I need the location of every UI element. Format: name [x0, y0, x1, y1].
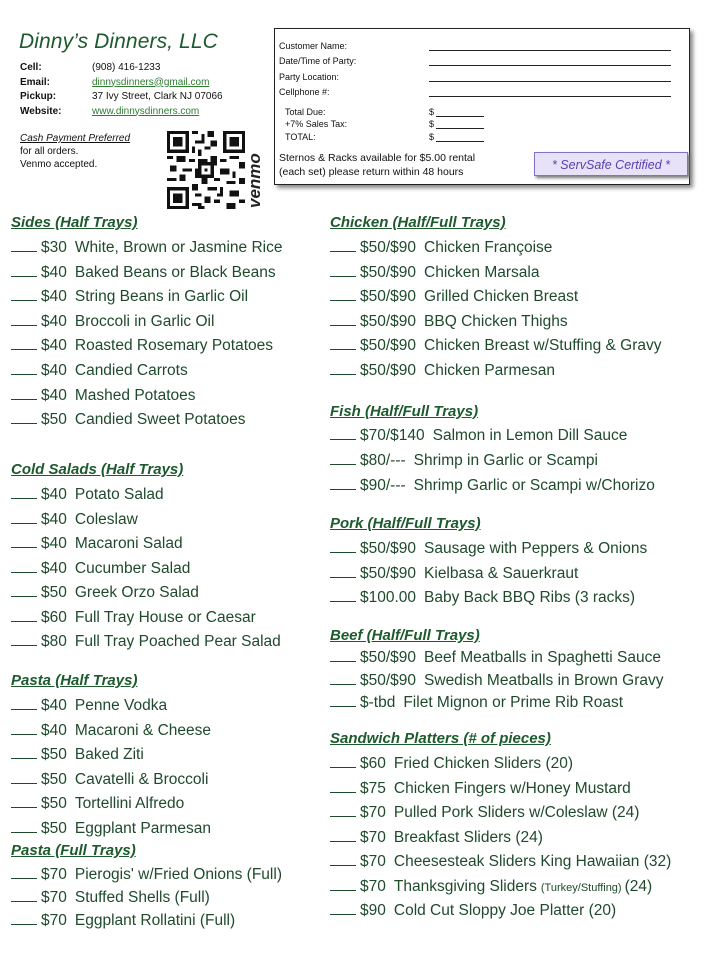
customer-name-field[interactable] — [429, 50, 671, 51]
order-form-box — [274, 28, 690, 185]
item-name: Filet Mignon or Prime Rib Roast — [403, 694, 624, 711]
item-price: $40 — [41, 386, 67, 404]
date-time-label: Date/Time of Party: — [279, 56, 357, 66]
menu-item — [330, 804, 639, 822]
item-name: Beef Meatballs in Spaghetti Sauce — [424, 649, 661, 666]
item-price: $40 — [41, 721, 67, 739]
menu-item — [330, 264, 539, 282]
payment-line-3: Venmo accepted. — [20, 159, 98, 170]
menu-item — [11, 746, 144, 764]
item-price: $50 — [41, 795, 67, 813]
menu-item — [11, 486, 164, 504]
item-price: $50 — [41, 820, 67, 837]
menu-item — [11, 264, 276, 282]
total-label: TOTAL: — [285, 132, 316, 142]
item-price: $50/$90 — [360, 288, 417, 306]
item-name: Breakfast Sliders (24) — [393, 828, 543, 846]
payment-line-2: for all orders. — [20, 146, 79, 157]
item-price: $70 — [360, 853, 386, 870]
item-name: Thanksgiving Sliders — [393, 877, 537, 895]
quantity-blank[interactable] — [330, 829, 356, 842]
item-name: Pulled Pork Sliders w/Coleslaw (24) — [393, 804, 640, 821]
item-name: Kielbasa & Sauerkraut — [424, 564, 579, 582]
menu-item — [330, 477, 655, 495]
quantity-blank[interactable] — [11, 239, 37, 252]
quantity-blank[interactable] — [330, 288, 356, 301]
cell-number: (908) 416-1233 — [92, 62, 161, 73]
menu-item — [330, 780, 631, 798]
payment-info — [20, 132, 130, 171]
quantity-blank[interactable] — [11, 609, 37, 622]
quantity-blank[interactable] — [11, 411, 37, 424]
quantity-blank[interactable] — [330, 902, 356, 915]
menu-item — [330, 694, 623, 712]
menu-item — [11, 535, 183, 553]
menu-item — [11, 584, 199, 602]
item-price: $70 — [360, 828, 386, 846]
total-field[interactable] — [436, 141, 484, 142]
item-name: Stuffed Shells (Full) — [74, 889, 210, 906]
item-name: Full Tray House or Caesar — [74, 608, 256, 626]
item-price: $50/$90 — [360, 649, 417, 666]
party-location-field[interactable] — [429, 81, 671, 82]
item-name: String Beans in Garlic Oil — [74, 288, 249, 306]
item-name: Sausage with Peppers & Onions — [424, 540, 648, 557]
item-price: $40 — [41, 486, 67, 503]
menu-item — [11, 889, 210, 907]
quantity-blank[interactable] — [11, 337, 37, 350]
item-price: $40 — [41, 288, 67, 306]
item-name: Broccoli in Garlic Oil — [74, 312, 215, 330]
item-price: $50/$90 — [360, 671, 417, 689]
quantity-blank[interactable] — [330, 264, 356, 277]
item-price: $40 — [41, 337, 67, 355]
quantity-blank[interactable] — [11, 889, 37, 902]
quantity-blank[interactable] — [11, 264, 37, 277]
item-price: $40 — [41, 312, 67, 330]
item-name: Shrimp Garlic or Scampi w/Chorizo — [413, 477, 655, 494]
total-due-field[interactable] — [436, 116, 484, 117]
pickup-label: Pickup: — [20, 91, 57, 102]
item-price: $50 — [41, 746, 67, 764]
item-price: $90 — [360, 902, 386, 919]
quantity-blank[interactable] — [11, 560, 37, 573]
quantity-blank[interactable] — [11, 746, 37, 759]
item-price: $50/$90 — [360, 312, 417, 330]
party-location-label: Party Location: — [279, 72, 340, 82]
item-price: $50 — [41, 411, 67, 429]
quantity-blank[interactable] — [11, 697, 37, 710]
menu-item — [11, 609, 256, 627]
item-price: $40 — [41, 263, 67, 281]
quantity-blank[interactable] — [330, 565, 356, 578]
menu-item — [11, 362, 188, 380]
item-price: $50 — [41, 584, 67, 601]
sales-tax-label: +7% Sales Tax: — [285, 119, 348, 129]
menu-item — [11, 722, 211, 740]
sterno-note-line-2: (each set) please return within 48 hours — [279, 166, 464, 178]
menu-item — [330, 589, 635, 607]
item-name: Tortellini Alfredo — [74, 795, 185, 813]
customer-name-label: Customer Name: — [279, 41, 348, 51]
menu-item — [11, 820, 211, 838]
menu-item — [11, 771, 208, 789]
total-due-label: Total Due: — [285, 107, 326, 117]
item-price: $60 — [360, 755, 386, 772]
item-price: $50/$90 — [360, 540, 417, 557]
payment-preference: Cash Payment Preferred — [20, 133, 131, 144]
quantity-blank[interactable] — [11, 820, 37, 833]
item-price: $70 — [41, 866, 67, 883]
menu-item — [11, 387, 196, 405]
cellphone-label: Cellphone #: — [279, 87, 330, 97]
item-name: Baked Ziti — [74, 746, 144, 764]
section-title-pasta-half: Pasta (Half Trays) — [11, 672, 138, 689]
item-name: Cavatelli & Broccoli — [74, 770, 209, 788]
website-label: Website: — [20, 105, 62, 117]
item-price: $50 — [41, 770, 67, 788]
contact-info — [20, 61, 223, 119]
quantity-blank[interactable] — [11, 584, 37, 597]
quantity-blank[interactable] — [11, 486, 37, 499]
item-name: BBQ Chicken Thighs — [424, 312, 568, 330]
section-title-pasta-full: Pasta (Full Trays) — [11, 842, 136, 859]
quantity-blank[interactable] — [330, 313, 356, 326]
quantity-blank[interactable] — [11, 722, 37, 735]
sterno-note-line-1: Sternos & Racks available for $5.00 rental — [279, 152, 476, 164]
item-price: $50/$90 — [360, 362, 417, 379]
quantity-blank[interactable] — [330, 337, 356, 350]
sterno-note — [279, 151, 475, 179]
quantity-blank[interactable] — [11, 795, 37, 808]
menu-item — [330, 672, 664, 690]
menu-item — [330, 853, 671, 871]
section-title-beef: Beef (Half/Full Trays) — [330, 627, 480, 644]
menu-item — [11, 560, 190, 578]
item-price: $40 — [41, 535, 67, 552]
quantity-blank[interactable] — [330, 452, 356, 465]
menu-item — [330, 427, 627, 445]
quantity-blank[interactable] — [330, 540, 356, 553]
item-name: Chicken Françoise — [424, 239, 553, 256]
item-price: $60 — [41, 608, 67, 626]
quantity-blank[interactable] — [330, 755, 356, 768]
item-name: Penne Vodka — [74, 697, 168, 714]
cell-label: Cell: — [20, 62, 42, 73]
item-name: Greek Orzo Salad — [74, 584, 199, 601]
quantity-blank[interactable] — [11, 511, 37, 524]
item-price: $70 — [41, 889, 67, 906]
item-name: Eggplant Rollatini (Full) — [74, 912, 236, 929]
item-price: $100.00 — [360, 589, 417, 606]
item-price: $40 — [41, 510, 67, 528]
menu-item — [11, 337, 273, 355]
quantity-blank[interactable] — [330, 672, 356, 685]
section-title-sandwich: Sandwich Platters (# of pieces) — [330, 730, 551, 747]
business-name: Dinny’s Dinners, LLC — [19, 30, 218, 53]
menu-item — [11, 313, 214, 331]
quantity-blank[interactable] — [330, 804, 356, 817]
email-link[interactable]: dinnysdinners@gmail.com — [92, 76, 210, 88]
item-name: Chicken Marsala — [424, 263, 540, 281]
item-price: $30 — [41, 239, 67, 256]
menu-item — [330, 755, 573, 773]
quantity-blank[interactable] — [11, 362, 37, 375]
item-name: Chicken Parmesan — [424, 362, 555, 379]
menu-item — [11, 633, 281, 651]
item-price: $50/$90 — [360, 239, 417, 256]
item-name: White, Brown or Jasmine Rice — [74, 239, 283, 256]
item-price: $70 — [360, 804, 386, 821]
menu-item — [330, 337, 662, 355]
quantity-blank[interactable] — [330, 694, 356, 707]
item-name: Cheesesteak Sliders King Hawaiian (32) — [393, 853, 672, 870]
item-price: $90/--- — [360, 477, 406, 494]
quantity-blank[interactable] — [330, 477, 356, 490]
item-name: Macaroni Salad — [74, 535, 183, 552]
item-price: $70 — [360, 877, 386, 895]
item-name: Mashed Potatoes — [74, 386, 196, 404]
item-price: $70/$140 — [360, 427, 425, 444]
item-name: Chicken Fingers w/Honey Mustard — [393, 779, 631, 797]
menu-item — [330, 452, 598, 470]
venmo-qr-code — [167, 131, 245, 209]
menu-item — [11, 411, 246, 429]
item-name: Baked Beans or Black Beans — [74, 263, 276, 281]
item-name: Eggplant Parmesan — [74, 820, 212, 837]
section-title-cold-salads: Cold Salads (Half Trays) — [11, 461, 184, 478]
menu-item — [330, 565, 578, 583]
item-price: $50/$90 — [360, 263, 417, 281]
item-name: Roasted Rosemary Potatoes — [74, 337, 274, 355]
section-title-sides: Sides (Half Trays) — [11, 214, 138, 231]
item-price: $40 — [41, 697, 67, 714]
item-name: Candied Sweet Potatoes — [74, 411, 246, 429]
item-price: $80/--- — [360, 452, 406, 469]
quantity-blank[interactable] — [11, 912, 37, 925]
quantity-blank[interactable] — [11, 387, 37, 400]
menu-item — [330, 239, 552, 257]
venmo-logo — [243, 128, 263, 210]
quantity-blank[interactable] — [330, 853, 356, 866]
item-price: $40 — [41, 362, 67, 379]
menu-item — [330, 540, 647, 558]
quantity-blank[interactable] — [11, 771, 37, 784]
item-price: $80 — [41, 633, 67, 650]
menu-item — [330, 649, 661, 667]
quantity-blank[interactable] — [330, 239, 356, 252]
pickup-address: 37 Ivy Street, Clark NJ 07066 — [92, 91, 223, 102]
item-price: $70 — [41, 912, 67, 929]
quantity-blank[interactable] — [11, 313, 37, 326]
section-title-pork: Pork (Half/Full Trays) — [330, 515, 481, 532]
item-price: $40 — [41, 559, 67, 577]
quantity-blank[interactable] — [11, 535, 37, 548]
menu-item — [330, 829, 543, 847]
item-name: Full Tray Poached Pear Salad — [74, 633, 281, 650]
item-name: Fried Chicken Sliders (20) — [393, 755, 574, 772]
item-price: $50/$90 — [360, 564, 417, 582]
item-name: Shrimp in Garlic or Scampi — [413, 452, 598, 469]
item-name: Pierogis' w/Fried Onions (Full) — [74, 866, 282, 883]
item-note: (Turkey/Stuffing) — [540, 881, 622, 894]
menu-item — [330, 878, 652, 896]
website-link[interactable]: www.dinnysdinners.com — [92, 105, 200, 117]
quantity-blank[interactable] — [11, 633, 37, 646]
item-name: Candied Carrots — [74, 362, 188, 379]
item-price: $75 — [360, 779, 386, 797]
item-name: Chicken Breast w/Stuffing & Gravy — [424, 337, 662, 355]
email-label: Email: — [20, 76, 51, 88]
quantity-blank[interactable] — [11, 866, 37, 879]
item-price: $-tbd — [360, 694, 396, 711]
item-name: Cucumber Salad — [74, 559, 191, 577]
quantity-blank[interactable] — [330, 362, 356, 375]
servsafe-badge: * ServSafe Certified * — [534, 152, 688, 176]
quantity-blank[interactable] — [330, 878, 356, 891]
quantity-blank[interactable] — [330, 589, 356, 602]
section-title-fish: Fish (Half/Full Trays) — [330, 403, 479, 420]
item-suffix: (24) — [624, 877, 653, 895]
menu-item — [330, 288, 578, 306]
section-title-chicken: Chicken (Half/Full Trays) — [330, 214, 506, 231]
total-due-dollar: $ — [429, 107, 435, 117]
menu-item — [330, 362, 555, 380]
sales-tax-field[interactable] — [436, 128, 484, 129]
item-name: Cold Cut Sloppy Joe Platter (20) — [393, 902, 617, 919]
item-name: Salmon in Lemon Dill Sauce — [432, 427, 628, 444]
date-time-field[interactable] — [429, 65, 671, 66]
venmo-logo-text: venmo — [245, 153, 264, 208]
menu-item — [11, 511, 138, 529]
quantity-blank[interactable] — [330, 427, 356, 440]
menu-item — [11, 795, 184, 813]
item-price: $50/$90 — [360, 337, 417, 355]
menu-item — [11, 288, 248, 306]
quantity-blank[interactable] — [11, 288, 37, 301]
sales-tax-dollar: $ — [429, 119, 435, 129]
quantity-blank[interactable] — [330, 780, 356, 793]
item-name: Potato Salad — [74, 486, 164, 503]
quantity-blank[interactable] — [330, 649, 356, 662]
menu-item — [11, 912, 235, 930]
menu-item — [330, 902, 616, 920]
menu-item — [330, 313, 568, 331]
menu-item — [11, 697, 167, 715]
item-name: Baby Back BBQ Ribs (3 racks) — [424, 589, 636, 606]
menu-item — [11, 866, 282, 884]
item-name: Grilled Chicken Breast — [424, 288, 579, 306]
menu-item — [11, 239, 282, 257]
item-name: Swedish Meatballs in Brown Gravy — [424, 671, 664, 689]
total-dollar: $ — [429, 132, 435, 142]
item-name: Macaroni & Cheese — [74, 721, 211, 739]
item-name: Coleslaw — [74, 510, 138, 528]
cellphone-field[interactable] — [429, 96, 671, 97]
